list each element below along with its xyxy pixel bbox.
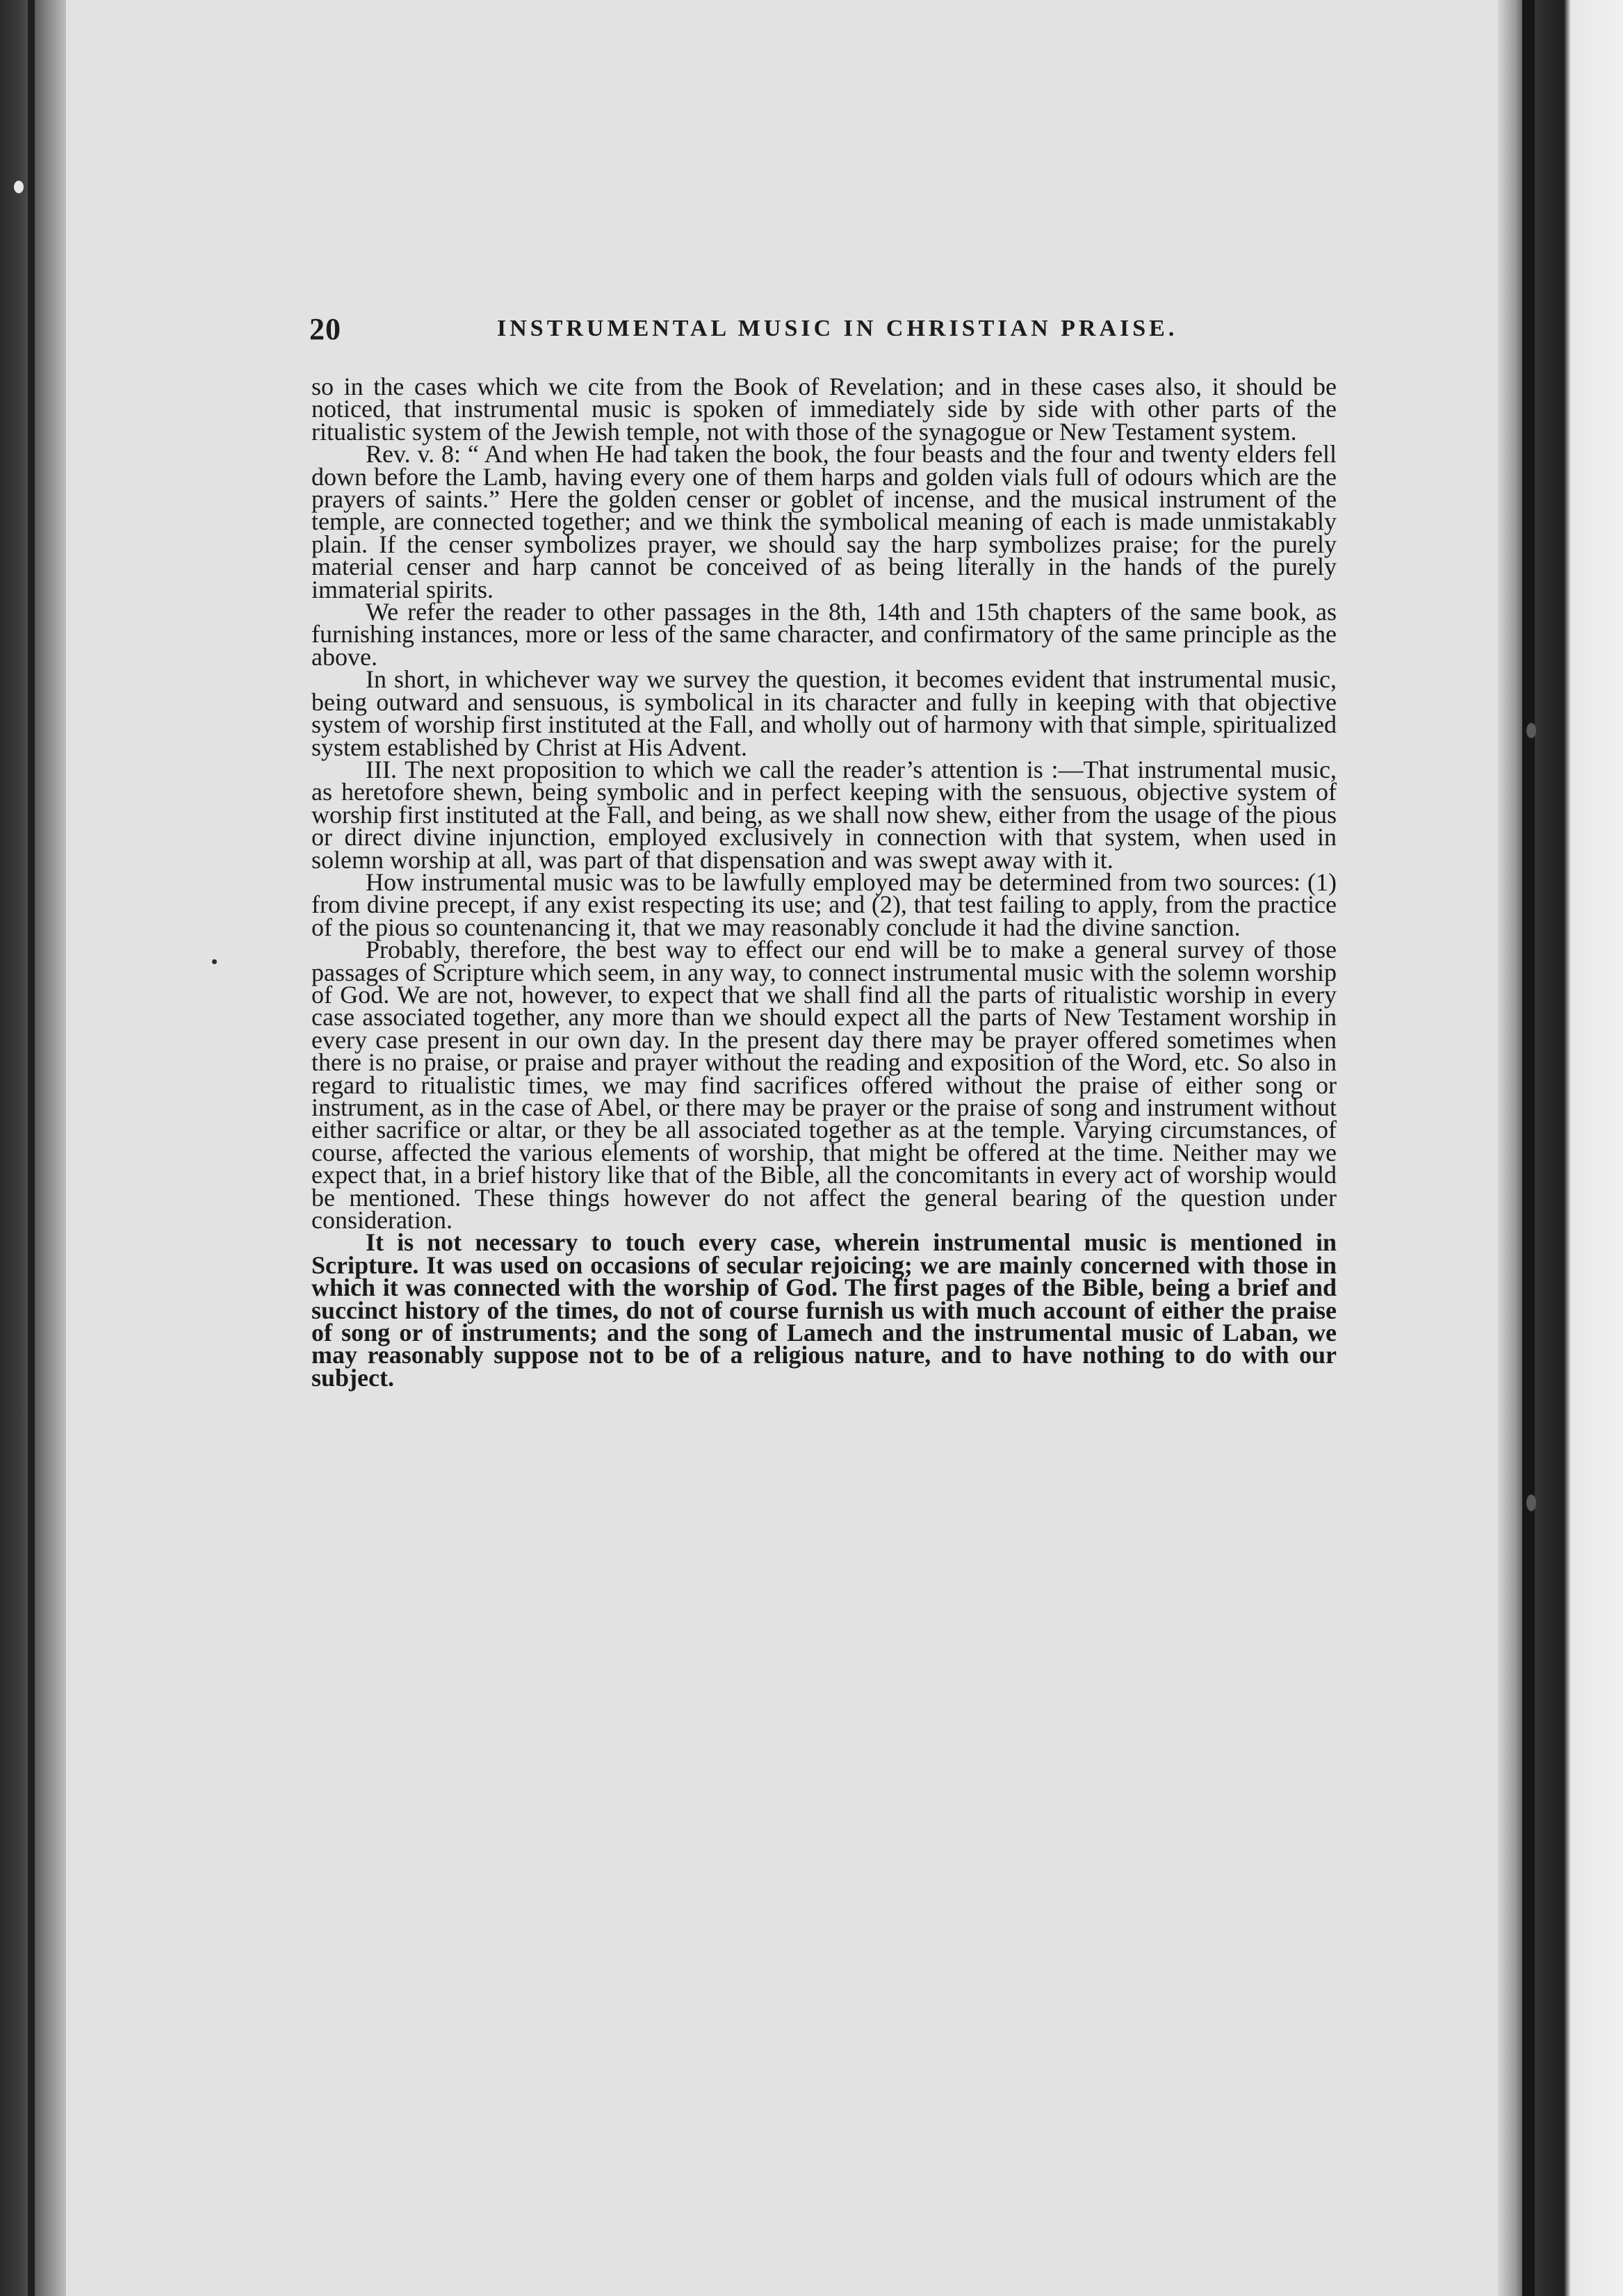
- body-text: [311, 373, 1337, 1392]
- scan-speck: [1526, 1495, 1536, 1511]
- book-edge-right: [1498, 0, 1623, 2296]
- paragraph: Probably, therefore, the best way to effect our end will be to make a general survey of those passages of Scripture which seem, in any way, to connect instrumental music with the solemn worship of God. We are not, however, to expect that we shall find all the parts of ritualistic worship in every case associated together, any more than we should expect all the parts of New Testament worship in every case present in our own day. In the present day there may be prayer offered sometimes when there is no praise, or praise and prayer without the reading and exposition of the Word, etc. So also in regard to ritualistic times, we may find sacrifices offered without the praise of either song or instrument, as in the case of Abel, or there may be prayer or the praise of song and instrument without either sacrifice or altar, or they be all associated together as at the temple. Varying circumstances, of course, affected the various elements of worship, that might be offered at the time. Neither may we expect that, in a brief history like that of the Bible, all the concomitants in every act of worship would be mentioned. These things however do not affect the general bearing of the question under consideration.: [311, 936, 1337, 1235]
- right-gutter-shadow: [1522, 0, 1535, 2296]
- page-header: [309, 311, 1394, 353]
- scan-speck: [14, 181, 24, 193]
- scan-speck: [212, 959, 217, 964]
- paragraph: It is not necessary to touch every case, wherein instrumental music is mentioned in Scripture. It was used on occasions of secular rejoicing; we are mainly concerned with those in which it was connected with the worship of God. The first pages of the Bible, being a brief and succinct history of the times, do not of course furnish us with much account of either the praise of song or of instruments; and the song of Lamech and the instrumental music of Laban, we may reasonably suppose not to be of a religious nature, and to have nothing to do with our subject.: [311, 1228, 1337, 1392]
- paragraph: Rev. v. 8: “ And when He had taken the book, the four beasts and the four and twenty elders fell down before the Lamb, having every one of them harps and golden vials full of odours which are the prayers of saints.” Here the golden censer or goblet of incense, and the musical instrument of the temple, are connected together; and we think the symbolical meaning of each is made unmistakably plain. If the censer symbolizes prayer, we should say the harp symbolizes praise; for the purely material censer and harp cannot be conceived of as being literally in the hands of the purely immaterial spirits.: [311, 440, 1337, 603]
- spine-shadow-line: [28, 0, 35, 2296]
- paragraph: so in the cases which we cite from the Book of Revelation; and in these cases also, it should be noticed, that instrumental music is spoken of immediately side by side with other parts of the ritualistic system of the Jewish temple, not with those of the synagogue or New Testament system.: [311, 373, 1337, 446]
- paragraph: III. The next proposition to which we call the reader’s attention is :—That instrumental music, as heretofore shewn, being symbolic and in perfect keeping with the sensuous, objective system of worship first instituted at the Fall, and being, as we shall now shew, either from the usage of the pious or direct divine injunction, employed exclusively in connection with that system, when used in solemn worship at all, was part of that dispensation and was swept away with it.: [311, 755, 1337, 874]
- page-number: 20: [309, 312, 341, 346]
- paragraph: How instrumental music was to be lawfully employed may be determined from two sources: (1) from divine precept, if any exist respecting its use; and (2), that test failing to apply, from the practice of the pious so countenancing it, that we may reasonably conclude it had the divine sanction.: [311, 868, 1337, 941]
- paragraph: In short, in whichever way we survey the question, it becomes evident that instrumental music, being outward and sensuous, is symbolical in its character and fully in keeping with that objective system of worship first instituted at the Fall, and wholly out of harmony with that simple, spiritualized system established by Christ at His Advent.: [311, 665, 1337, 761]
- scan-speck: [1526, 723, 1536, 738]
- running-head: INSTRUMENTAL MUSIC IN CHRISTIAN PRAISE.: [497, 316, 1178, 341]
- paragraph: We refer the reader to other passages in the 8th, 14th and 15th chapters of the same book, as furnishing instances, more or less of the same character, and confirmatory of the same principle as the above.: [311, 598, 1337, 671]
